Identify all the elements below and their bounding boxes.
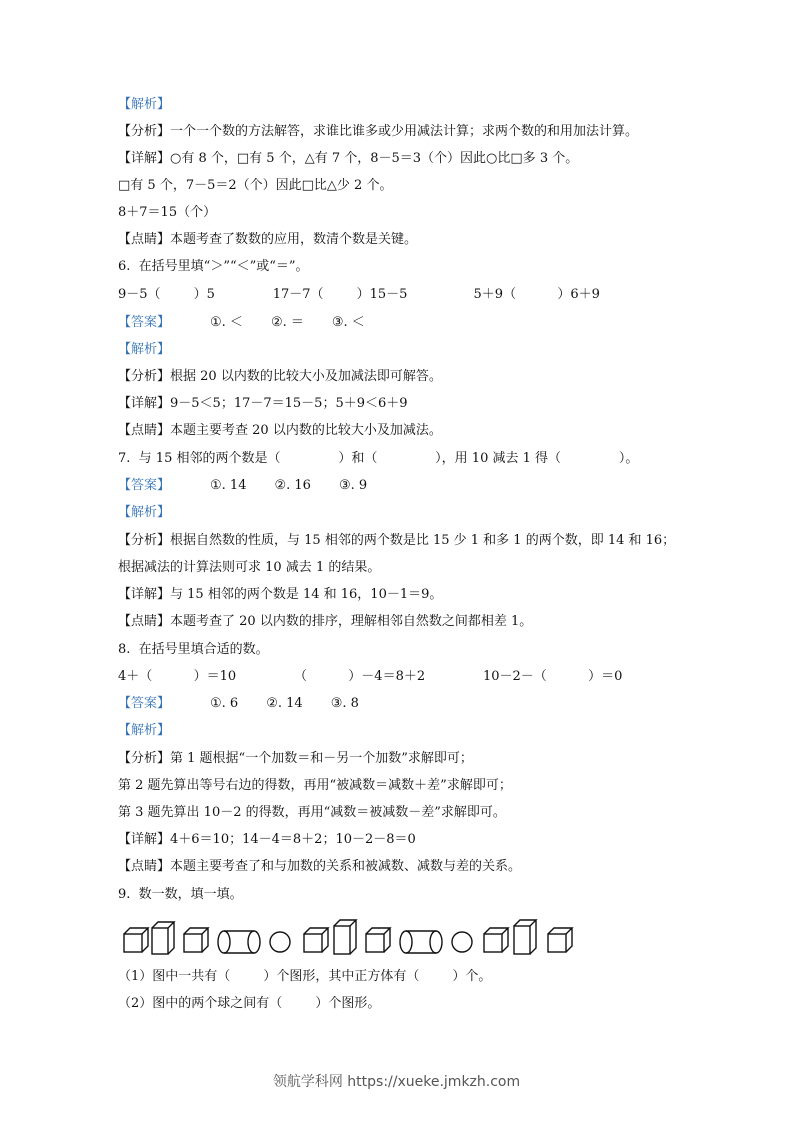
line-dianjing [118,422,442,440]
line-text-row: 第 3 题先算出 10－2 的得数，再用“减数＝被减数－差”求解即可。 [118,805,506,820]
cube-icon [484,928,508,952]
section-tag: 【解析】 [118,723,171,738]
answer-1: ①. 6 [210,696,239,711]
line-daan [118,314,365,332]
line-text-row: 8＋7＝15（个） [118,205,217,220]
line-text-row: 根据减法的计算法则可求 10 减去 1 的结果。 [118,560,381,575]
line-jiexi [118,504,170,522]
cylinder-icon [400,931,442,953]
section-tag: 【点睛】 [118,423,171,438]
section-tag: 【分析】 [118,124,171,139]
section-tag: 【详解】 [118,396,171,411]
section-tag: 【解析】 [118,97,171,112]
line-fenxi [118,532,675,550]
question-9-title: 9. 数一数，填一填。 [118,887,243,902]
question-9-sub-1: （1）图中一共有（ ）个图形，其中正方体有（ ）个。 [118,969,492,984]
line-text: 9－5＜5；17－7＝15－5；5＋9＜6＋9 [170,396,408,411]
section-tag: 【点睛】 [118,859,171,874]
question-6-items: 9－5（ ）5 17－7（ ）15－5 5＋9（ ）6＋9 [118,287,600,302]
answer-2: ②. 14 [266,696,303,711]
section-tag: 【分析】 [118,533,171,548]
line-fenxi [118,750,473,768]
answer-1: ①. 14 [210,478,247,493]
cylinder-icon [218,931,260,953]
line-daan [118,695,359,713]
question-7-title: 7. 与 15 相邻的两个数是（ ）和（ ），用 10 减去 1 得（ ）。 [118,451,639,466]
question-8-title: 8. 在括号里填合适的数。 [118,642,269,657]
line-xiangjie [118,150,578,168]
line-text: ○有 8 个，□有 5 个，△有 7 个，8－5＝3（个）因此○比□多 3 个。 [170,151,579,166]
section-tag: 【解析】 [118,342,171,357]
cube-icon [124,928,148,952]
section-tag: 【点睛】 [118,614,171,629]
answer-1: ①. ＜ [210,315,243,330]
answer-3: ③. 8 [330,696,359,711]
line-jiexi [118,96,170,114]
section-tag: 【分析】 [118,751,171,766]
answer-2: ②. ＝ [270,315,304,330]
answer-tag: 【答案】 [118,315,171,330]
section-tag: 【点睛】 [118,232,171,247]
line-text: 第 1 题根据“一个加数＝和－另一个加数”求解即可； [170,751,473,766]
line-xiangjie [118,395,408,413]
line-xiangjie [118,586,442,604]
footer-watermark: 领航学科网 https://xueke.jmkzh.com [272,1074,521,1090]
line-xiangjie [118,831,416,849]
sphere-icon [270,932,290,952]
section-tag: 【详解】 [118,832,171,847]
answer-3: ③. 9 [338,478,368,493]
line-jiexi [118,722,170,740]
answer-tag: 【答案】 [118,478,171,493]
answer-3: ③. ＜ [331,315,365,330]
cube-icon [304,928,328,952]
line-text: 本题考查了数数的应用，数清个数是关键。 [170,232,418,247]
answer-2: ②. 16 [274,478,311,493]
line-daan [118,477,367,495]
cube-icon [548,928,572,952]
line-jiexi [118,341,170,359]
line-text: 4＋6＝10；14－4＝8＋2；10－2－8＝0 [170,832,416,847]
section-tag: 【解析】 [118,505,171,520]
cuboid-icon [334,920,356,954]
question-9-sub-2: （2）图中的两个球之间有（ ）个图形。 [118,996,381,1011]
line-text: 根据 20 以内数的比较大小及加减法即可解答。 [170,369,442,384]
question-6-title: 6. 在括号里填“＞”“＜”或“＝”。 [118,259,309,274]
sphere-icon [452,932,472,952]
question-8-items: 4＋（ ）＝10 （ ）－4＝8＋2 10－2－（ ）＝0 [118,669,623,684]
cuboid-icon [514,920,536,954]
cuboid-icon [152,922,174,954]
line-text: 根据自然数的性质，与 15 相邻的两个数是比 15 少 1 和多 1 的两个数，即 14 和 16； [170,533,676,548]
line-fenxi [118,368,442,386]
line-text: 与 15 相邻的两个数是 14 和 16，10－1＝9。 [170,587,443,602]
line-dianjing [118,231,417,249]
line-fenxi [118,123,638,141]
cube-icon [366,928,390,952]
section-tag: 【详解】 [118,151,171,166]
line-text: 本题主要考查了和与加数的关系和被减数、减数与差的关系。 [170,859,522,874]
answer-tag: 【答案】 [118,696,171,711]
line-text-row: 第 2 题先算出等号右边的得数，再用“被减数＝减数＋差”求解即可； [118,778,512,793]
line-text: 本题考查了 20 以内数的排序，理解相邻自然数之间都相差 1。 [170,614,533,629]
line-dianjing [118,613,532,631]
line-text: 一个一个数的方法解答，求谁比谁多或少用减法计算；求两个数的和用加法计算。 [170,124,639,139]
line-text-row: □有 5 个，7－5＝2（个）因此□比△少 2 个。 [118,178,393,193]
line-text: 本题主要考查 20 以内数的比较大小及加减法。 [170,423,442,438]
shape-row-figure [120,916,580,958]
line-dianjing [118,858,521,876]
section-tag: 【分析】 [118,369,171,384]
section-tag: 【详解】 [118,587,171,602]
cube-icon [184,928,208,952]
